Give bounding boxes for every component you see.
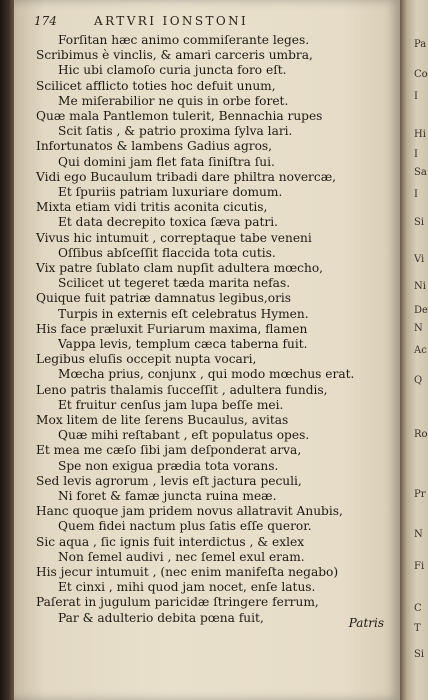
facing-page-fragment: Vi [414, 254, 425, 265]
facing-page-fragment: I [414, 189, 418, 200]
text-line: Spe non exigua prædia tota vorans. [58, 458, 279, 473]
facing-page-fragment: Fi [414, 561, 425, 572]
book-spine [0, 0, 14, 700]
facing-page-fragment: N [414, 323, 423, 334]
text-line: Mox litem de lite ſerens Bucaulus, avitas [36, 413, 289, 427]
text-line: Vidi ego Bucaulum tribadi dare philtra novercæ, [36, 169, 337, 184]
running-head: ARTVRI IONSTONI [94, 14, 249, 28]
facing-page-fragment: I [414, 149, 418, 160]
facing-page-fragment: Ni [414, 281, 426, 292]
text-line: Vivus hic intumuit , correptaque tabe veneni [36, 230, 312, 245]
text-line: Legibus eluſis occepit nupta vocari, [36, 352, 257, 367]
text-line: Et cinxi , mihi quod jam nocet, enſe latus. [58, 580, 316, 595]
text-line: Ni foret & famæ juncta ruina meæ. [58, 489, 277, 503]
text-line: Paſerat in jugulum paricidæ ſtringere ferrum, [36, 595, 319, 610]
text-line: Sic aqua , ſic ignis fuit interdictus , & exlex [36, 534, 305, 549]
page-header [34, 14, 394, 32]
text-line: Mixta etiam vidi tritis aconita cicutis, [36, 200, 268, 215]
facing-page-fragment: N [414, 529, 423, 540]
facing-page-fragment: Co [414, 69, 428, 80]
text-line: Scilicet ut tegeret tæda marita nefas. [58, 276, 291, 291]
book-page [14, 0, 400, 700]
text-line: Et mea me cæſo ſibi jam deſponderat arva, [36, 443, 302, 458]
text-line: His face præluxit Furiarum maxima, flamen [36, 321, 308, 336]
facing-page-fragment: Ro [414, 429, 428, 440]
facing-page-fragment: Q [414, 375, 423, 386]
facing-page-fragment: Ac [414, 345, 427, 356]
facing-page-fragment: Sa [414, 167, 427, 178]
text-line: Forſitan hæc animo commiſerante leges. [58, 33, 310, 47]
facing-page-fragment: I [414, 91, 418, 102]
facing-page-fragment: De [414, 305, 428, 316]
text-line: Qui domini jam flet fata ſiniſtra ſui. [58, 154, 275, 169]
text-line: Quique fuit patriæ damnatus legibus,oris [36, 291, 292, 306]
text-line: Sed levis agrorum , levis eſt jactura peculi, [36, 473, 302, 488]
text-line: Et data decrepito toxica ſæva patri. [58, 215, 278, 230]
text-line: Quæ mihi reſtabant , eſt populatus opes. [58, 428, 310, 443]
text-line: Quem fidei nactum plus ſatis eſſe queror. [58, 519, 312, 534]
text-line: Me miſerabilior ne quis in orbe foret. [58, 93, 289, 108]
facing-page-fragment: Hi [414, 129, 426, 140]
facing-page-fragment: Pr [414, 489, 426, 500]
facing-page-fragment: Si [414, 649, 425, 660]
text-line: Quæ mala Pantlemon tulerit, Bennachia rupes [36, 109, 323, 123]
text-line: His jecur intumuit , (nec enim manifeſta negabo) [36, 565, 339, 579]
text-line: Leno patris thalamis ſucceſſit , adultera fundis, [36, 382, 328, 397]
text-line: Et fruitur cenſus jam lupa beſſe mei. [58, 397, 284, 412]
page-number: 174 [34, 14, 57, 28]
text-line: Oſſibus abſceſſit flaccida tota cutis. [58, 245, 276, 260]
facing-page-fragment: T [414, 623, 421, 634]
text-line: Infortunatos & lambens Gadius agros, [36, 139, 273, 154]
text-line: Non ſemel audivi , nec ſemel exul eram. [58, 549, 305, 564]
text-line: Scit ſatis , & patrio proxima ſylva lari. [58, 124, 293, 139]
text-line: Scilicet afflicto toties hoc defuit unum, [36, 78, 276, 93]
text-line: Vix patre ſublato clam nupſit adultera mœcho, [36, 261, 324, 275]
text-line: Mœcha prius, conjunx , qui modo mœchus erat. [58, 367, 355, 382]
text-line: Vappa levis, templum cæca taberna fuit. [58, 337, 308, 351]
facing-page-fragment: Si [414, 217, 425, 228]
text-line: Et ſpuriis patriam luxuriare domum. [58, 185, 283, 199]
catchword: Patris [348, 616, 384, 630]
facing-page-fragment: Pa [414, 39, 427, 50]
facing-page-edge [400, 0, 428, 700]
facing-page-fragment: C [414, 603, 422, 614]
text-line: Hanc quoque jam pridem novus allatravit Anubis, [36, 504, 343, 519]
text-line: Par & adulterio debita pœna fuit, [58, 610, 264, 625]
text-line: Scribimus è vinclis, & amari carceris umbra, [36, 48, 313, 63]
text-line: Hic ubi clamoſo curia juncta foro eſt. [58, 63, 287, 78]
text-line: Turpis in externis eſt celebratus Hymen. [58, 306, 309, 321]
